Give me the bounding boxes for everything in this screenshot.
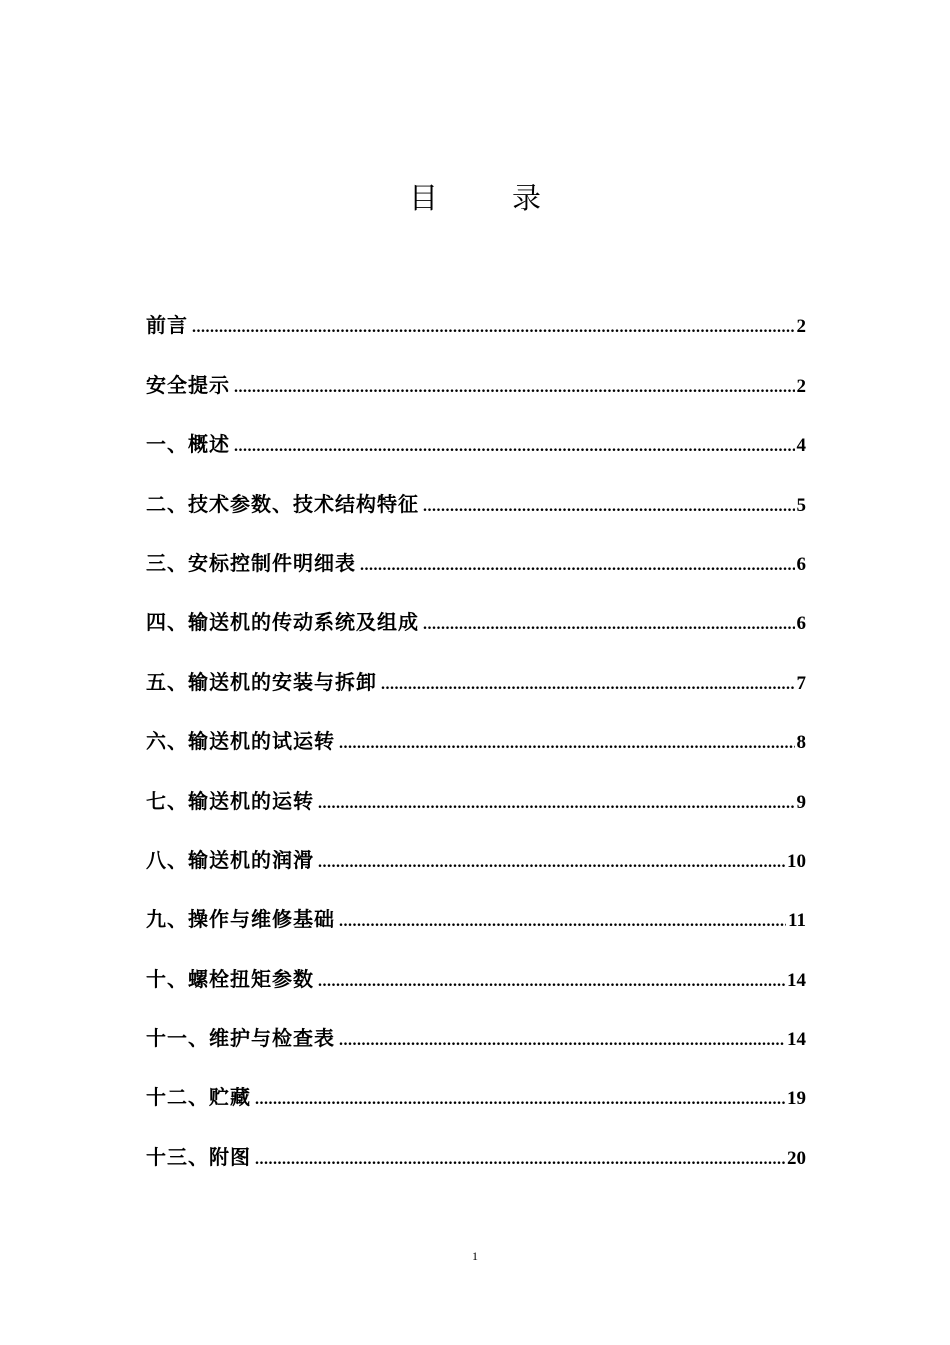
toc-entry-page: 6 [796, 553, 806, 575]
toc-entry[interactable] [146, 479, 806, 538]
toc-entry-label: 三、安标控制件明细表 [146, 550, 356, 575]
toc-dot-leader [192, 318, 795, 338]
toc-entry-label: 八、输送机的润滑 [146, 847, 314, 872]
toc-entry-label: 四、输送机的传动系统及组成 [146, 610, 419, 635]
toc-dot-leader [234, 437, 795, 457]
page-title [0, 176, 950, 217]
toc-dot-leader [255, 1150, 785, 1170]
toc-entry[interactable] [146, 1073, 806, 1132]
toc-entry-page: 6 [796, 613, 806, 635]
toc-entry-label: 一、概述 [146, 432, 230, 457]
toc-entry-page: 14 [787, 969, 806, 991]
toc-dot-leader [339, 912, 786, 932]
toc-entry[interactable] [146, 420, 806, 479]
toc-entry-page: 20 [787, 1147, 806, 1169]
toc-dot-leader [318, 794, 795, 814]
toc-entry[interactable] [146, 360, 806, 419]
toc-entry[interactable] [146, 539, 806, 598]
toc-entry-label: 六、输送机的试运转 [146, 729, 335, 754]
toc-entry[interactable] [146, 836, 806, 895]
toc-entry-page: 5 [796, 494, 806, 516]
toc-entry-page: 14 [787, 1029, 806, 1051]
toc-entry-page: 9 [796, 791, 806, 813]
toc-entry[interactable] [146, 598, 806, 657]
toc-entry-label: 五、输送机的安装与拆卸 [146, 669, 377, 694]
toc-entry-page: 7 [796, 672, 806, 694]
toc-entry-label: 九、操作与维修基础 [146, 907, 335, 932]
toc-dot-leader [234, 378, 795, 398]
toc-entry[interactable] [146, 657, 806, 716]
toc-dot-leader [255, 1090, 785, 1110]
toc-entry-label: 二、技术参数、技术结构特征 [146, 491, 419, 516]
toc-dot-leader [360, 556, 795, 576]
toc-entry-label: 十一、维护与检查表 [146, 1026, 335, 1051]
toc-entry[interactable] [146, 1132, 806, 1191]
toc-dot-leader [423, 615, 795, 635]
toc-entry-label: 十二、贮藏 [146, 1085, 251, 1110]
toc-entry-label: 前言 [146, 313, 188, 338]
toc-entry[interactable] [146, 717, 806, 776]
toc-entry[interactable] [146, 301, 806, 360]
toc-entry-page: 4 [796, 435, 806, 457]
toc-dot-leader [381, 675, 795, 695]
toc-entry-page: 10 [787, 850, 806, 872]
toc-entry-page: 2 [796, 316, 806, 338]
title-char-2: 录 [512, 181, 542, 215]
toc-dot-leader [423, 497, 795, 517]
toc-dot-leader [339, 734, 795, 754]
toc-entry-page: 11 [788, 910, 806, 932]
toc-entry-label: 安全提示 [146, 372, 230, 397]
toc-entry-page: 19 [787, 1088, 806, 1110]
table-of-contents [146, 301, 806, 1192]
toc-entry[interactable] [146, 895, 806, 954]
toc-entry-label: 七、输送机的运转 [146, 788, 314, 813]
title-char-1: 目 [408, 181, 438, 215]
toc-dot-leader [318, 853, 785, 873]
toc-entry[interactable] [146, 954, 806, 1013]
toc-entry-page: 2 [796, 375, 806, 397]
toc-dot-leader [318, 972, 785, 992]
toc-dot-leader [339, 1031, 785, 1051]
toc-entry-page: 8 [796, 732, 806, 754]
toc-entry[interactable] [146, 776, 806, 835]
toc-entry[interactable] [146, 1014, 806, 1073]
page-number: 1 [472, 1249, 478, 1263]
toc-entry-label: 十、螺栓扭矩参数 [146, 966, 314, 991]
toc-entry-label: 十三、附图 [146, 1144, 251, 1169]
